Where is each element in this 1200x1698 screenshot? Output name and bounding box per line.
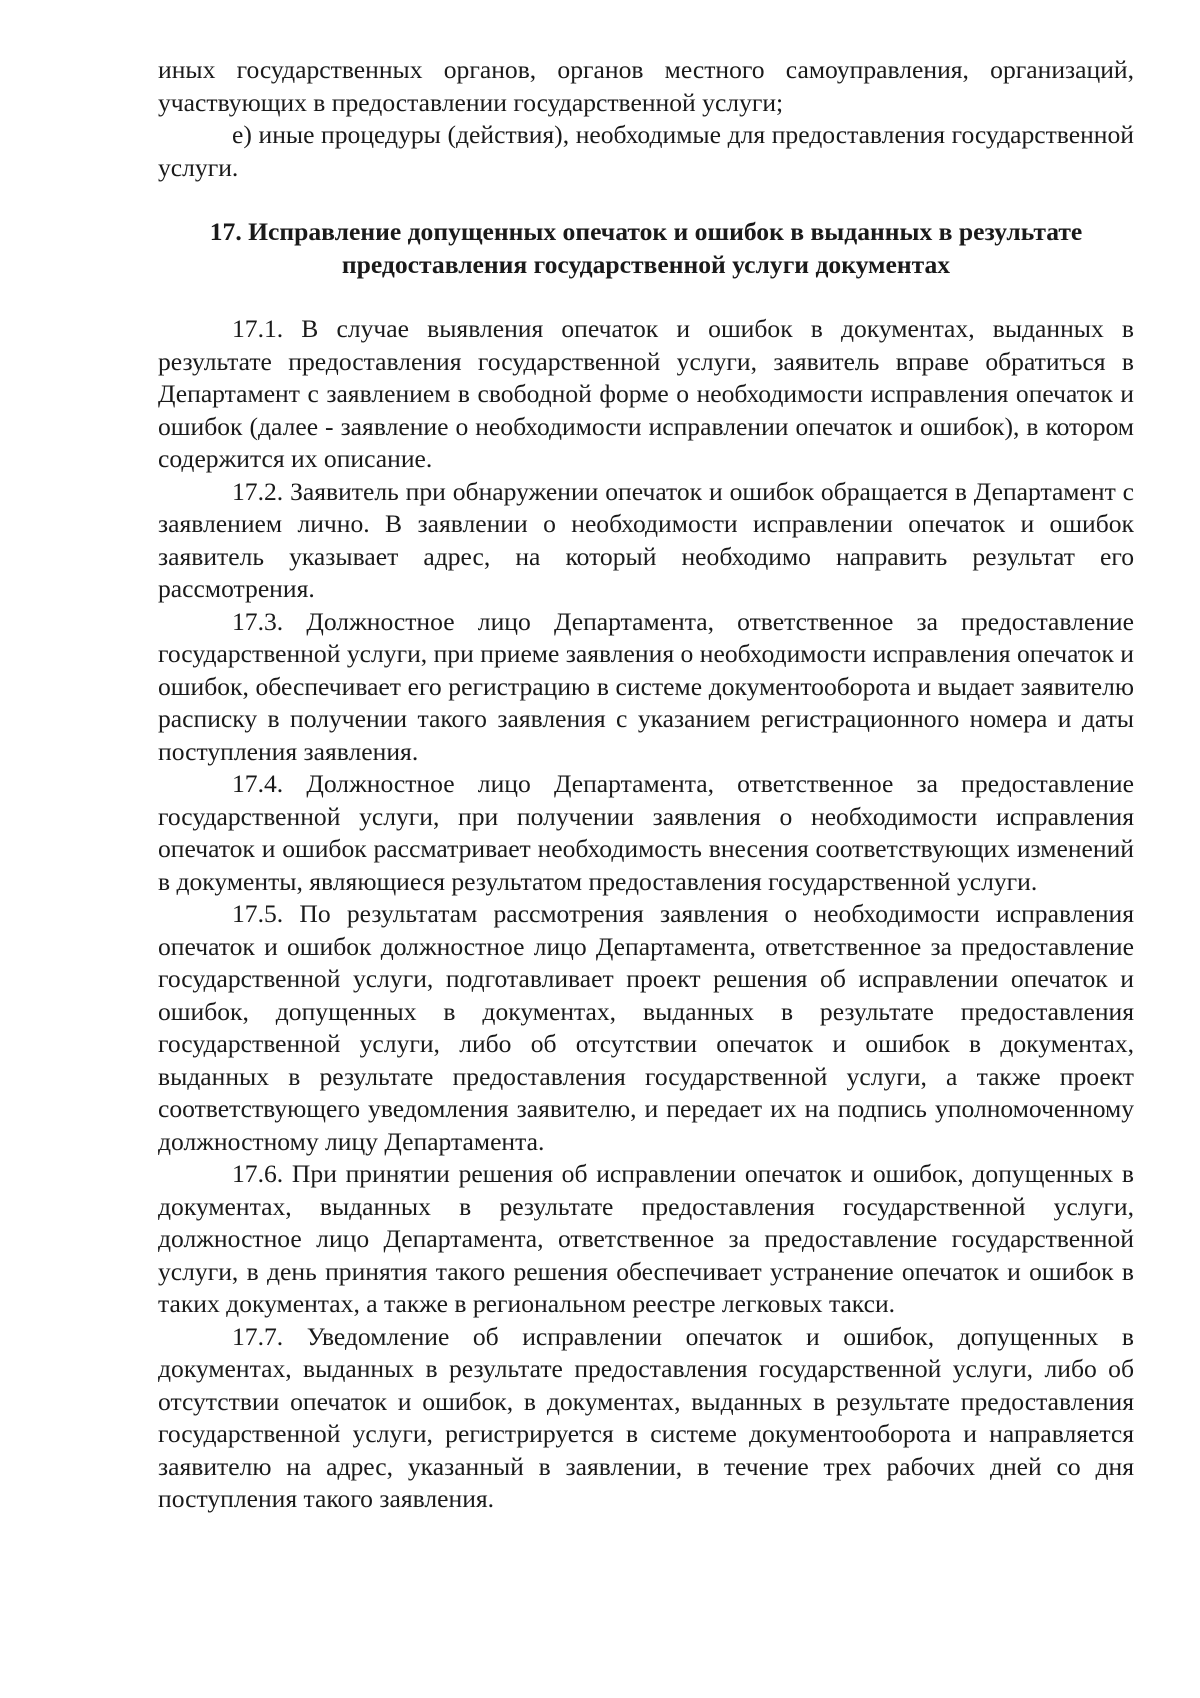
paragraph-17-6: 17.6. При принятии решения об исправлении опечаток и ошибок, допущенных в документах, выданных в результате предоставления государственной услуги, должностное лицо Департамента, ответственное за предоставление государственной услуги, в день принятия такого решения обеспечивает устранение опечаток и ошибок в таких документах, а также в региональном реестре легковых такси.	[158, 1159, 1134, 1318]
paragraph-17-5: 17.5. По результатам рассмотрения заявления о необходимости исправления опечаток и ошибок должностное лицо Департамента, ответственное за предоставление государственной услуги, подготавливает проект решения об исправлении опечаток и ошибок, допущенных в документах, выданных в результате предоставления государственной услуги, либо об отсутствии опечаток и ошибок в документах, выданных в результате предоставления государственной услуги, а также проект соответствующего уведомления заявителю, и передает их на подпись уполномоченному должностному лицу Департамента.	[158, 899, 1134, 1156]
paragraph-17-1: 17.1. В случае выявления опечаток и ошибок в документах, выданных в результате предоставления государственной услуги, заявитель вправе обратиться в Департамент с заявлением в свободной форме о необходимости исправления опечаток и ошибок (далее - заявление о необходимости исправлении опечаток и ошибок), в котором содержится их описание.	[158, 314, 1134, 473]
intro-item-e: е) иные процедуры (действия), необходимые для предоставления государственной услуги.	[158, 120, 1134, 182]
document-page	[158, 54, 1134, 1516]
paragraph-17-3: 17.3. Должностное лицо Департамента, ответственное за предоставление государственной услуги, при приеме заявления о необходимости исправления опечаток и ошибок, обеспечивает его регистрацию в системе документооборота и выдает заявителю расписку в получении такого заявления с указанием регистрационного номера и даты поступления заявления.	[158, 606, 1134, 766]
intro-continuation: иных государственных органов, органов местного самоуправления, организаций, участвующих в предоставлении государственной услуги;	[158, 55, 1134, 117]
paragraph-17-7: 17.7. Уведомление об исправлении опечаток и ошибок, допущенных в документах, выданных в результате предоставления государственной услуги, либо об отсутствии опечаток и ошибок, в документах, выданных в результате предоставления государственной услуги, регистрируется в системе документооборота и направляется заявителю на адрес, указанный в заявлении, в течение трех рабочих дней со дня поступления такого заявления.	[158, 1321, 1134, 1513]
paragraph-17-2: 17.2. Заявитель при обнаружении опечаток и ошибок обращается в Департамент с заявлением лично. В заявлении о необходимости исправлении опечаток и ошибок заявитель указывает адрес, на который необходимо направить результат его рассмотрения.	[158, 476, 1134, 603]
paragraph-17-4: 17.4. Должностное лицо Департамента, ответственное за предоставление государственной услуги, при получении заявления о необходимости исправления опечаток и ошибок рассматривает необходимость внесения соответствующих изменений в документы, являющиеся результатом предоставления государственной услуги.	[158, 769, 1134, 896]
section-title: 17. Исправление допущенных опечаток и ошибок в выданных в результате предоставления государственной услуги документах	[209, 217, 1083, 279]
